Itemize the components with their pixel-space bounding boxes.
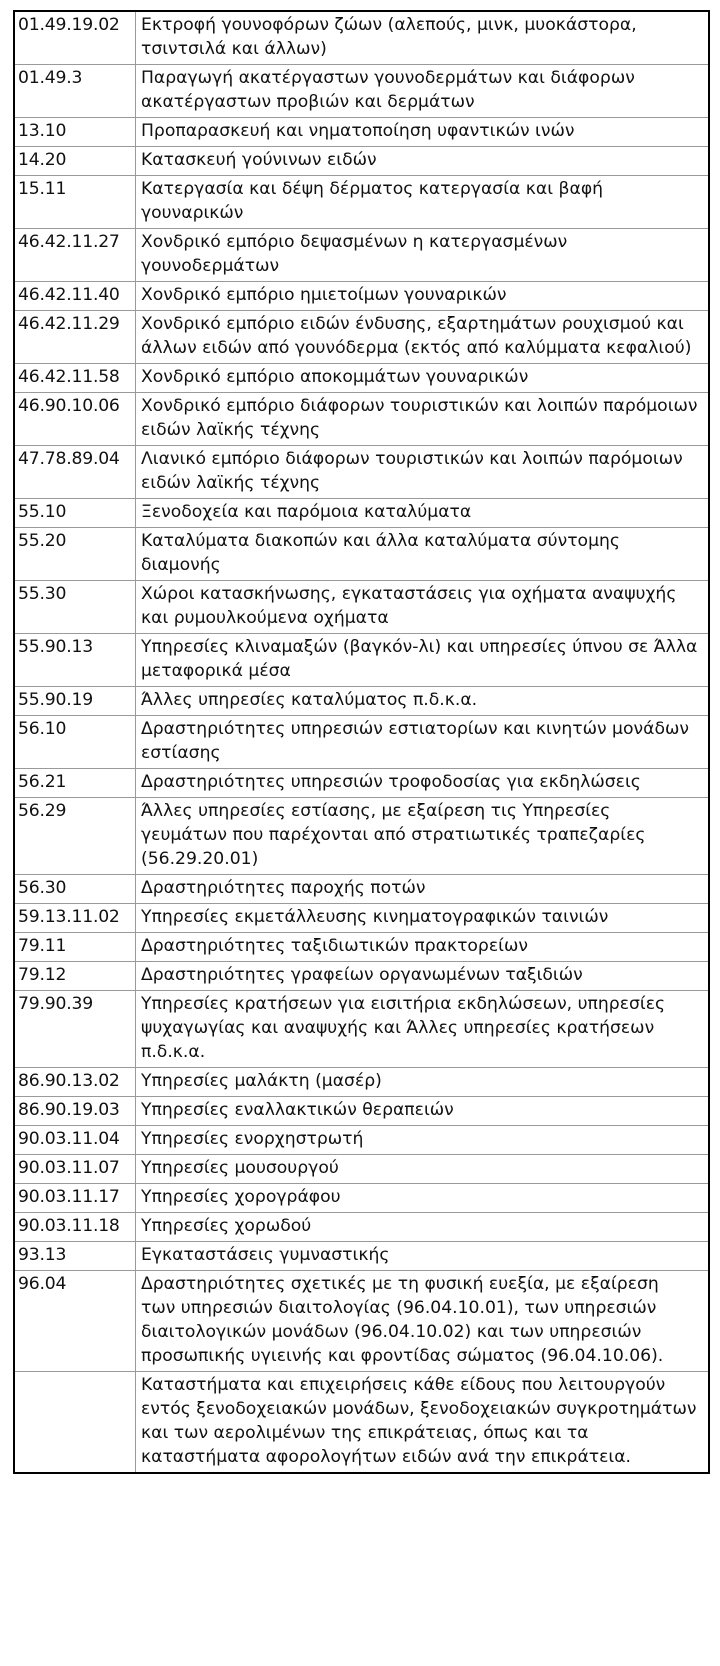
activity-code: 55.90.19 [14, 687, 136, 716]
activity-description: Υπηρεσίες κλιναμαξών (βαγκόν-λι) και υπηρεσίες ύπνου σε Άλλα μεταφορικά μέσα [136, 634, 710, 687]
activity-description: Άλλες υπηρεσίες καταλύματος π.δ.κ.α. [136, 687, 710, 716]
table-row [14, 446, 709, 499]
activity-code: 55.90.13 [14, 634, 136, 687]
activity-code: 93.13 [14, 1242, 136, 1271]
activity-description: Προπαρασκευή και νηματοποίηση υφαντικών ινών [136, 118, 710, 147]
activity-description: Υπηρεσίες μουσουργού [136, 1155, 710, 1184]
table-row [14, 1213, 709, 1242]
table-row [14, 687, 709, 716]
activity-code-table-body [14, 11, 709, 1473]
table-row [14, 1242, 709, 1271]
activity-description: Χώροι κατασκήνωσης, εγκαταστάσεις για οχήματα αναψυχής και ρυμουλκούμενα οχήματα [136, 581, 710, 634]
activity-description: Καταστήματα και επιχειρήσεις κάθε είδους που λειτουργούν εντός ξενοδοχειακών μονάδων, ξενοδοχειακών συγκροτημάτων και των αερολιμένων της επικράτειας, όπως και τα καταστήματα αφορολογήτων ειδών ανά την επικράτεια. [136, 1372, 710, 1474]
table-row [14, 904, 709, 933]
activity-description: Υπηρεσίες εκμετάλλευσης κινηματογραφικών ταινιών [136, 904, 710, 933]
activity-code: 96.04 [14, 1271, 136, 1372]
activity-description: Χονδρικό εμπόριο δεψασμένων η κατεργασμένων γουνοδερμάτων [136, 229, 710, 282]
activity-description: Υπηρεσίες μαλάκτη (μασέρ) [136, 1068, 710, 1097]
activity-code: 46.42.11.29 [14, 311, 136, 364]
activity-code: 47.78.89.04 [14, 446, 136, 499]
table-row [14, 716, 709, 769]
activity-description: Κατεργασία και δέψη δέρματος κατεργασία και βαφή γουναρικών [136, 176, 710, 229]
activity-description: Παραγωγή ακατέργαστων γουνοδερμάτων και διάφορων ακατέργαστων προβιών και δερμάτων [136, 65, 710, 118]
activity-code: 55.10 [14, 499, 136, 528]
table-row [14, 769, 709, 798]
table-row [14, 1271, 709, 1372]
table-row [14, 798, 709, 875]
table-row [14, 1068, 709, 1097]
table-row [14, 1184, 709, 1213]
activity-code-table [13, 10, 710, 1474]
activity-description: Κατασκευή γούνινων ειδών [136, 147, 710, 176]
activity-code: 86.90.13.02 [14, 1068, 136, 1097]
activity-code: 15.11 [14, 176, 136, 229]
activity-code: 46.90.10.06 [14, 393, 136, 446]
table-row [14, 1097, 709, 1126]
activity-description: Εκτροφή γουνοφόρων ζώων (αλεπούς, μινκ, μυοκάστορα, τσιντσιλά και άλλων) [136, 11, 710, 65]
activity-description: Δραστηριότητες υπηρεσιών τροφοδοσίας για εκδηλώσεις [136, 769, 710, 798]
activity-description: Υπηρεσίες χορογράφου [136, 1184, 710, 1213]
activity-description: Υπηρεσίες ενορχηστρωτή [136, 1126, 710, 1155]
table-row [14, 499, 709, 528]
table-row [14, 581, 709, 634]
activity-description: Λιανικό εμπόριο διάφορων τουριστικών και λοιπών παρόμοιων ειδών λαϊκής τέχνης [136, 446, 710, 499]
table-row [14, 634, 709, 687]
table-row [14, 933, 709, 962]
activity-description: Χονδρικό εμπόριο διάφορων τουριστικών και λοιπών παρόμοιων ειδών λαϊκής τέχνης [136, 393, 710, 446]
activity-code: 56.30 [14, 875, 136, 904]
activity-code: 86.90.19.03 [14, 1097, 136, 1126]
activity-code: 55.30 [14, 581, 136, 634]
table-row [14, 528, 709, 581]
activity-code: 46.42.11.40 [14, 282, 136, 311]
table-row [14, 875, 709, 904]
activity-description: Υπηρεσίες χορωδού [136, 1213, 710, 1242]
table-row [14, 364, 709, 393]
table-row [14, 118, 709, 147]
activity-description: Δραστηριότητες γραφείων οργανωμένων ταξιδιών [136, 962, 710, 991]
activity-code [14, 1372, 136, 1474]
table-row [14, 991, 709, 1068]
table-row [14, 229, 709, 282]
activity-code: 55.20 [14, 528, 136, 581]
activity-description: Ξενοδοχεία και παρόμοια καταλύματα [136, 499, 710, 528]
activity-code: 79.90.39 [14, 991, 136, 1068]
activity-code: 79.12 [14, 962, 136, 991]
activity-code: 46.42.11.58 [14, 364, 136, 393]
activity-code: 56.21 [14, 769, 136, 798]
activity-description: Δραστηριότητες ταξιδιωτικών πρακτορείων [136, 933, 710, 962]
activity-description: Εγκαταστάσεις γυμναστικής [136, 1242, 710, 1271]
table-row [14, 176, 709, 229]
activity-code: 90.03.11.04 [14, 1126, 136, 1155]
activity-code: 90.03.11.07 [14, 1155, 136, 1184]
activity-code: 79.11 [14, 933, 136, 962]
table-row [14, 282, 709, 311]
activity-code: 59.13.11.02 [14, 904, 136, 933]
table-row [14, 147, 709, 176]
activity-description: Δραστηριότητες παροχής ποτών [136, 875, 710, 904]
activity-description: Χονδρικό εμπόριο ειδών ένδυσης, εξαρτημάτων ρουχισμού και άλλων ειδών από γουνόδερμα (εκτός από καλύμματα κεφαλιού) [136, 311, 710, 364]
activity-code: 01.49.3 [14, 65, 136, 118]
table-row [14, 11, 709, 65]
table-row [14, 1372, 709, 1474]
activity-code: 56.29 [14, 798, 136, 875]
activity-code: 56.10 [14, 716, 136, 769]
activity-description: Χονδρικό εμπόριο ημιετοίμων γουναρικών [136, 282, 710, 311]
table-row [14, 311, 709, 364]
activity-description: Καταλύματα διακοπών και άλλα καταλύματα σύντομης διαμονής [136, 528, 710, 581]
table-row [14, 1126, 709, 1155]
table-row [14, 962, 709, 991]
table-row [14, 1155, 709, 1184]
table-row [14, 393, 709, 446]
activity-description: Χονδρικό εμπόριο αποκομμάτων γουναρικών [136, 364, 710, 393]
activity-code: 01.49.19.02 [14, 11, 136, 65]
table-row [14, 65, 709, 118]
activity-description: Δραστηριότητες υπηρεσιών εστιατορίων και κινητών μονάδων εστίασης [136, 716, 710, 769]
activity-code: 90.03.11.18 [14, 1213, 136, 1242]
activity-code: 46.42.11.27 [14, 229, 136, 282]
activity-description: Υπηρεσίες κρατήσεων για εισιτήρια εκδηλώσεων, υπηρεσίες ψυχαγωγίας και αναψυχής και Άλλες υπηρεσίες κρατήσεων π.δ.κ.α. [136, 991, 710, 1068]
activity-code: 90.03.11.17 [14, 1184, 136, 1213]
activity-description: Δραστηριότητες σχετικές με τη φυσική ευεξία, με εξαίρεση των υπηρεσιών διαιτολογίας (96.04.10.01), των υπηρεσιών διαιτολογικών μονάδων (96.04.10.02) και των υπηρεσιών προσωπικής υγιεινής και φροντίδας σώματος (96.04.10.06). [136, 1271, 710, 1372]
activity-description: Άλλες υπηρεσίες εστίασης, με εξαίρεση τις Υπηρεσίες γευμάτων που παρέχονται από στρατιωτικές τραπεζαρίες (56.29.20.01) [136, 798, 710, 875]
activity-description: Υπηρεσίες εναλλακτικών θεραπειών [136, 1097, 710, 1126]
activity-code: 13.10 [14, 118, 136, 147]
activity-code: 14.20 [14, 147, 136, 176]
